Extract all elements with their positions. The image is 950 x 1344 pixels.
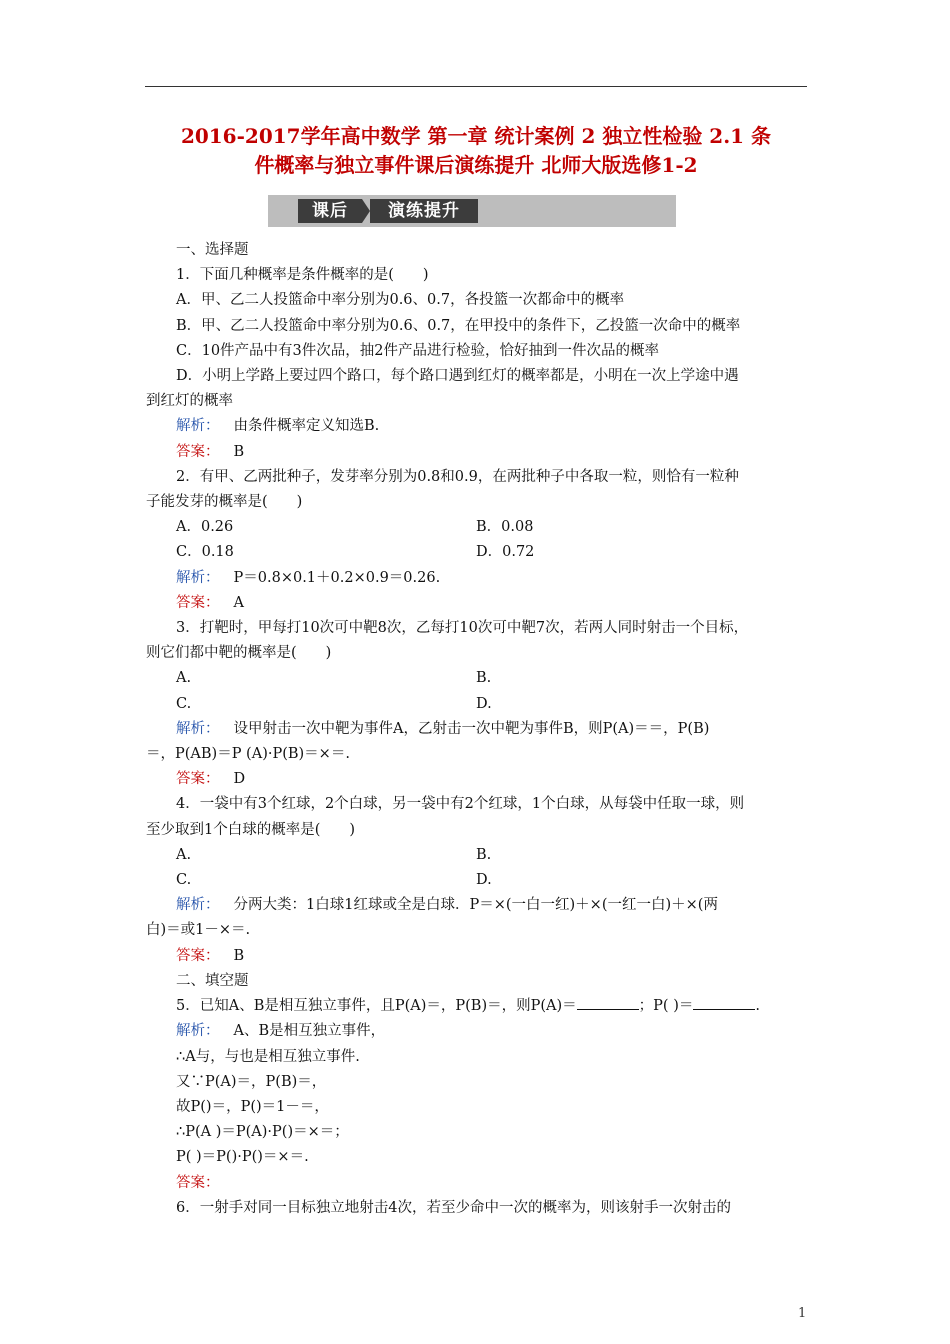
exercise-content [146, 238, 808, 1221]
question-1-option-b: B．甲、乙二人投篮命中率分别为0.6、0.7，在甲投中的条件下，乙投篮一次命中的概率 [176, 317, 741, 334]
question-1-stem: 1．下面几种概率是条件概率的是( ) [176, 267, 429, 284]
answer-label: 答案： [176, 1174, 220, 1191]
banner-tag-practice: 演练提升 [370, 199, 478, 223]
analysis-label: 解析： [176, 418, 220, 435]
question-3-analysis-line2: ＝，P(AB)＝P (A)·P(B)＝×＝. [146, 746, 350, 763]
analysis-label: 解析： [176, 569, 220, 586]
section-heading: 二、填空题 [176, 972, 249, 989]
analysis-text: P＝0.8×0.1＋0.2×0.9＝0.26. [233, 569, 441, 586]
option-b: B. [476, 846, 492, 863]
answer-label: 答案： [176, 771, 220, 788]
question-3-options-row1 [146, 666, 808, 691]
section-banner [268, 195, 676, 227]
document-title [140, 122, 812, 180]
question-2-analysis [146, 566, 808, 591]
answer-text: A [233, 594, 244, 611]
question-5-analysis-line2: ∴A与，与也是相互独立事件. [176, 1048, 360, 1065]
question-5-analysis-line1 [146, 1019, 808, 1044]
banner-arrow-icon [362, 199, 370, 223]
question-4-stem-line2: 至少取到1个白球的概率是( ) [146, 821, 356, 838]
question-5-answer [146, 1171, 808, 1196]
analysis-text: A、B是相互独立事件， [233, 1023, 386, 1040]
question-5-analysis-line5: ∴P(A )＝P(A)·P()＝×＝； [176, 1124, 349, 1141]
question-2-answer [146, 591, 808, 616]
option-a: A．0.26 [176, 519, 234, 536]
question-3-stem-line1: 3．打靶时，甲每打10次可中靶8次，乙每打10次可中靶7次，若两人同时射击一个目标， [176, 620, 749, 637]
question-1-answer [146, 440, 808, 465]
question-3-options-row2 [146, 692, 808, 717]
analysis-label: 解析： [176, 720, 220, 737]
question-4-analysis-line1 [146, 893, 808, 918]
question-1-option-d-line1: D．小明上学路上要过四个路口，每个路口遇到红灯的概率都是，小明在一次上学途中遇 [176, 368, 739, 385]
option-a: A. [176, 846, 192, 863]
question-2-stem-line1: 2．有甲、乙两批种子，发芽率分别为0.8和0.9，在两批种子中各取一粒，则恰有一粒种 [176, 468, 739, 485]
question-6-stem-line1: 6．一射手对同一目标独立地射击4次，若至少命中一次的概率为，则该射手一次射击的 [176, 1199, 731, 1216]
analysis-label: 解析： [176, 1023, 220, 1040]
question-3-answer [146, 767, 808, 792]
analysis-label: 解析： [176, 897, 220, 914]
question-5-stem [146, 994, 808, 1019]
option-d: D. [476, 872, 492, 889]
question-1-analysis [146, 414, 808, 439]
answer-text: D [233, 771, 246, 788]
option-d: D．0.72 [476, 544, 535, 561]
analysis-text: 设甲射击一次中靶为事件A，乙射击一次中靶为事件B，则P(A)＝＝，P(B) [233, 720, 710, 737]
answer-blank [577, 995, 639, 1010]
question-5-analysis-line4: 故P()＝，P()＝1－＝， [176, 1098, 329, 1115]
question-1-option-c: C．10件产品中有3件次品，抽2件产品进行检验，恰好抽到一件次品的概率 [176, 342, 659, 359]
question-5-analysis-line3: 又∵P(A)＝，P(B)＝， [176, 1073, 327, 1090]
option-c: C. [176, 695, 192, 712]
section-heading: 一、选择题 [176, 242, 249, 258]
answer-text: B [233, 947, 245, 964]
stem-text-c: . [755, 998, 760, 1015]
title-line-2: 件概率与独立事件课后演练提升 北师大版选修1-2 [254, 153, 698, 177]
answer-label: 答案： [176, 594, 220, 611]
question-4-options-row1 [146, 843, 808, 868]
answer-text: B [233, 443, 245, 460]
question-3-stem-line2: 则它们都中靶的概率是( ) [146, 645, 332, 662]
answer-label: 答案： [176, 443, 220, 460]
title-line-1: 2016-2017学年高中数学 第一章 统计案例 2 独立性检验 2.1 条 [180, 124, 772, 148]
stem-text-a: 5．已知A、B是相互独立事件，且P(A)＝，P(B)＝，则P(A)＝ [176, 998, 577, 1015]
option-d: D. [476, 695, 492, 712]
banner-tag-after-class: 课后 [298, 199, 362, 223]
analysis-text: 分两大类：1白球1红球或全是白球．P＝×(一白一红)＋×(一红一白)＋×(两 [233, 897, 718, 914]
answer-label: 答案： [176, 947, 220, 964]
page-number: 1 [798, 1306, 807, 1321]
option-c: C．0.18 [176, 544, 234, 561]
header-rule [145, 86, 807, 87]
question-4-stem-line1: 4．一袋中有3个红球，2个白球，另一袋中有2个红球，1个白球，从每袋中任取一球，则 [176, 796, 745, 813]
question-3-analysis-line1 [146, 717, 808, 742]
question-4-answer [146, 944, 808, 969]
question-4-options-row2 [146, 868, 808, 893]
question-2-options-row2 [146, 540, 808, 565]
option-a: A. [176, 670, 192, 687]
answer-blank [693, 995, 755, 1010]
option-b: B. [476, 670, 492, 687]
question-4-analysis-line2: 白)＝或1－×＝. [146, 922, 251, 939]
question-1-option-d-line2: 到红灯的概率 [146, 393, 233, 410]
question-2-options-row1 [146, 515, 808, 540]
stem-text-b: ；P( )＝ [638, 998, 694, 1015]
question-5-analysis-line6: P( )＝P()·P()＝×＝. [176, 1149, 309, 1166]
option-c: C. [176, 872, 192, 889]
question-2-stem-line2: 子能发芽的概率是( ) [146, 494, 303, 511]
question-1-option-a: A．甲、乙二人投篮命中率分别为0.6、0.7，各投篮一次都命中的概率 [176, 292, 625, 309]
analysis-text: 由条件概率定义知选B. [233, 418, 380, 435]
option-b: B．0.08 [476, 519, 534, 536]
